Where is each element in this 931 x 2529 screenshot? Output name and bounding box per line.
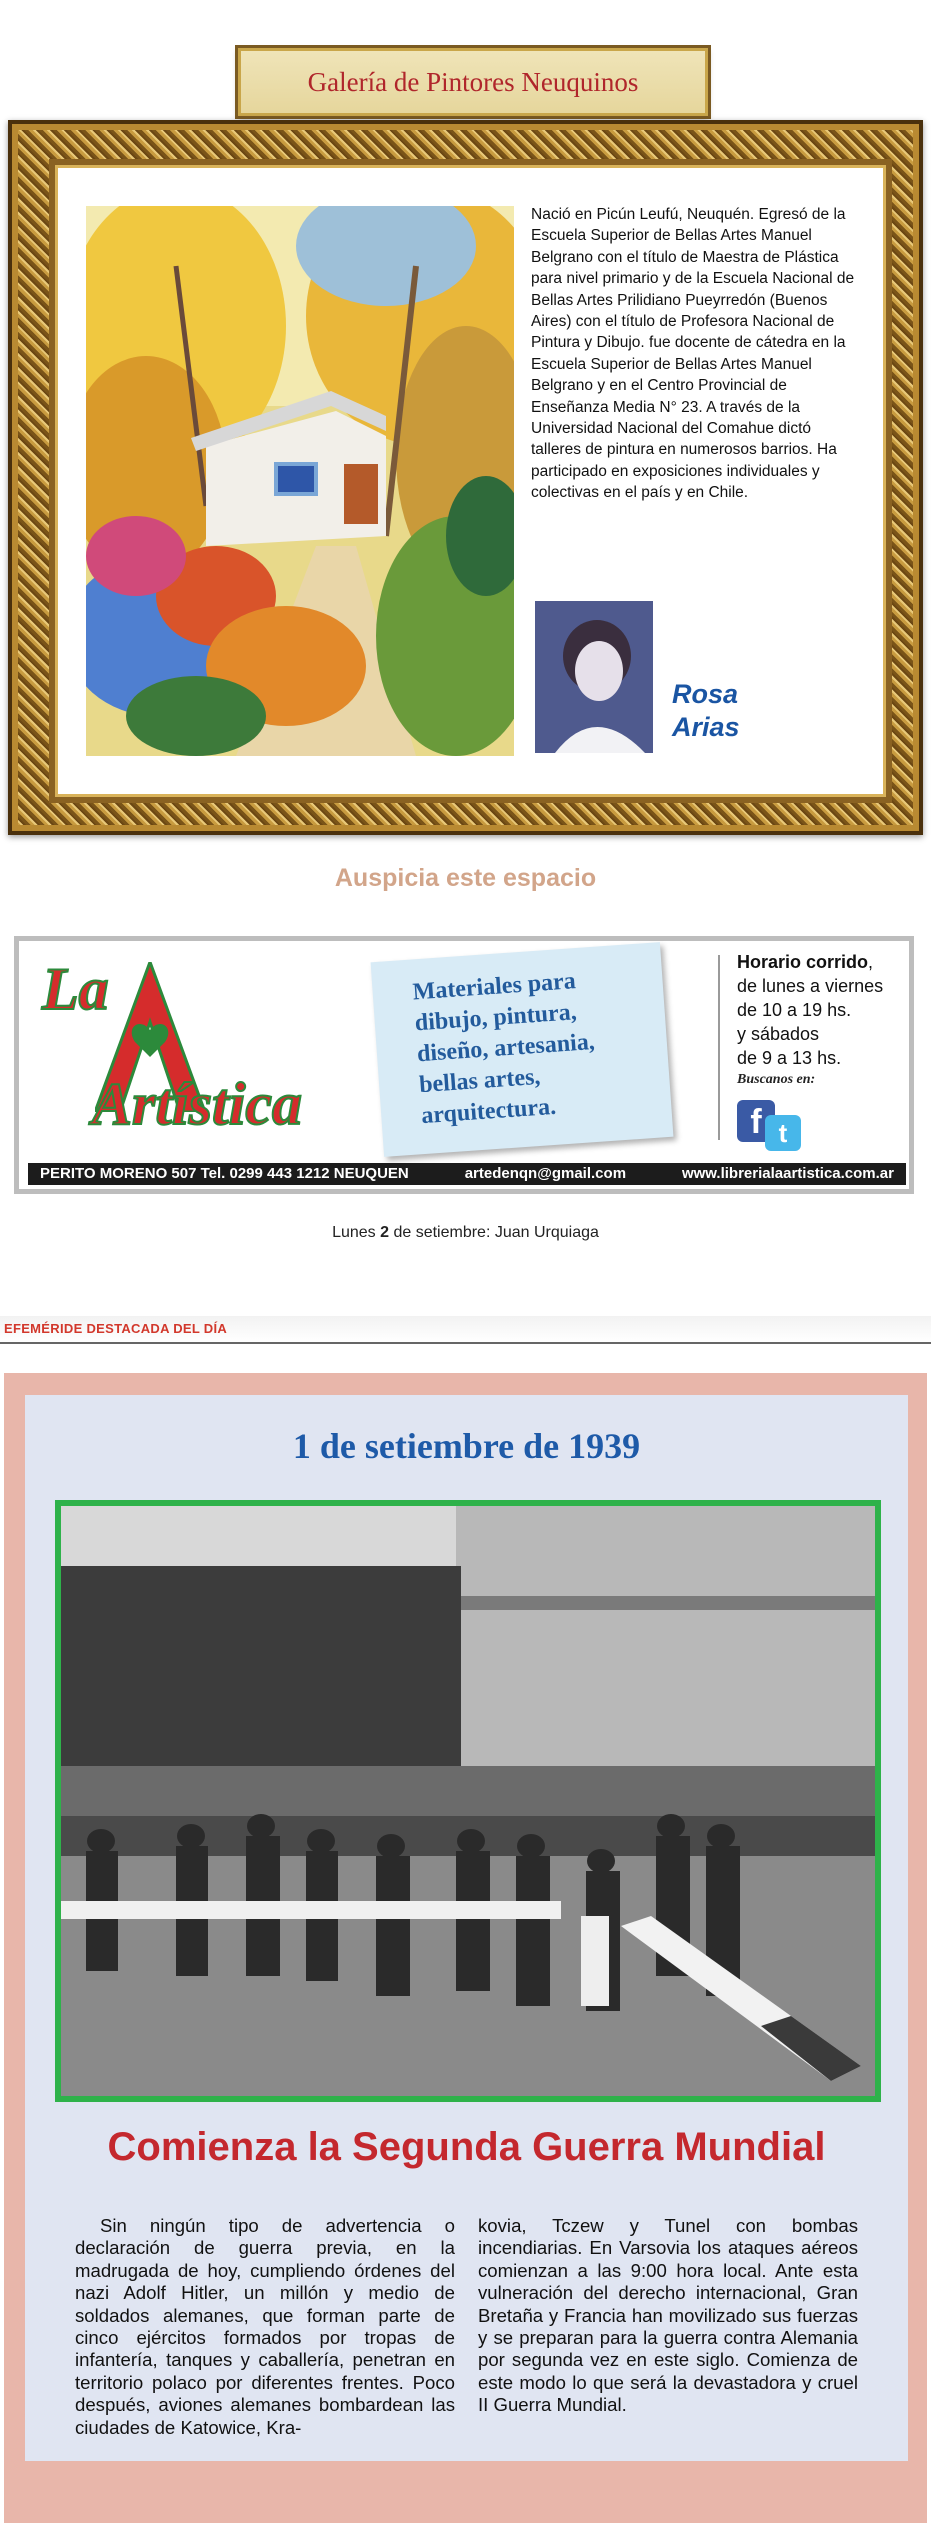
artist-name [672,678,740,744]
logo-artistica: Artística [92,1071,303,1137]
facebook-icon[interactable]: f [737,1100,775,1142]
article-column-1: Sin ningún tipo de advertencia o declaración de guerra previa, en la madrugada de hoy, cumpliendo órdenes del nazi Adolf Hitler, un millón y medio de soldados alemanes, que forman parte de cinco ejércitos formados por tropas de infantería, tanques y caballería, penetran en territorio polaco por diferentes frentes. Poco después, aviones alemanes bombardean las ciudades de Katowice, Kra- [75,2215,455,2438]
ad-address: PERITO MORENO 507 Tel. 0299 443 1212 NEUQUEN [40,1165,409,1182]
note-line: Materiales para [411,968,577,1006]
ad-contact-bar [28,1163,906,1185]
artist-last-name: Arias [672,712,740,742]
twitter-icon[interactable]: t [765,1115,801,1151]
sponsor-heading: Auspicia este espacio [334,864,597,892]
efemeride-date: 1 de setiembre de 1939 [292,1426,641,1466]
note-line: arquitectura. [420,1093,557,1130]
artist-portrait [535,601,653,753]
next-artist-notice [0,1224,931,1242]
gallery-title-banner [238,48,708,116]
ad-divider [718,955,720,1140]
ad-products-note [371,942,674,1157]
hours-title: Horario corrido [737,952,869,972]
hours-line: de 10 a 19 hs. [737,1000,852,1020]
next-day: 2 [380,1224,390,1241]
artist-first-name: Rosa [672,679,739,709]
note-line: diseño, artesania, [416,1028,596,1068]
ad-email[interactable]: artedenqn@gmail.com [464,1165,627,1182]
next-suffix: de setiembre: Juan Urquiaga [389,1224,599,1241]
landscape-painting [86,206,514,756]
note-line: dibujo, pintura, [414,999,578,1037]
ad-hours: Horario corrido, de lunes a viernes de 10 a 19 hs. y sábados de 9 a 13 hs. [737,950,907,1070]
hours-line: de lunes a viernes [737,976,884,996]
historic-photo [55,1500,881,2102]
gallery-title: Galería de Pintores Neuquinos [307,66,639,97]
hours-line: y sábados [737,1024,820,1044]
efemeride-label: EFEMÉRIDE DESTACADA DEL DÍA [4,1321,228,1336]
efemeride-headline: Comienza la Segunda Guerra Mundial [107,2125,826,2169]
logo-la: La [42,956,109,1022]
article-column-2: kovia, Tczew y Tunel con bombas incendiarias. En Varsovia los ataques aéreos comienzan a las 9:00 hora local. Ante esta vulneración del derecho internacional, Gran Bretaña y Francia han movilizado sus fuerzas y se preparan para la guerra contra Alemania por segunda vez en este siglo. Comienza de este modo lo que será la devastadora y cruel II Guerra Mundial. [478,2215,858,2416]
artist-bio: Nació en Picún Leufú, Neuquén. Egresó de la Escuela Superior de Bellas Artes Manuel Belgrano con el título de Maestra de Plástica para nivel primario y de la Escuela Nacional de Bellas Artes Prilidiano Pueyrredón (Buenos Aires) con el título de Profesora Nacional de Pintura y Dibujo. fue docente de cátedra en la Escuela Superior de Bellas Artes Manuel Belgrano y en el Centro Provincial de Enseñanza Media N° 23. A través de la Universidad Nacional del Comahue dictó talleres de pintura en numerosos barrios. Ha participado en exposiciones individuales y colectivas en el país y en Chile. [531,206,855,502]
ad-website[interactable]: www.librerialaartistica.com.ar [681,1165,894,1182]
find-us-label: Buscanos en: [737,1072,816,1087]
hours-line: de 9 a 13 hs. [737,1048,842,1068]
next-prefix: Lunes [332,1224,381,1241]
note-line: bellas artes, [418,1063,542,1099]
